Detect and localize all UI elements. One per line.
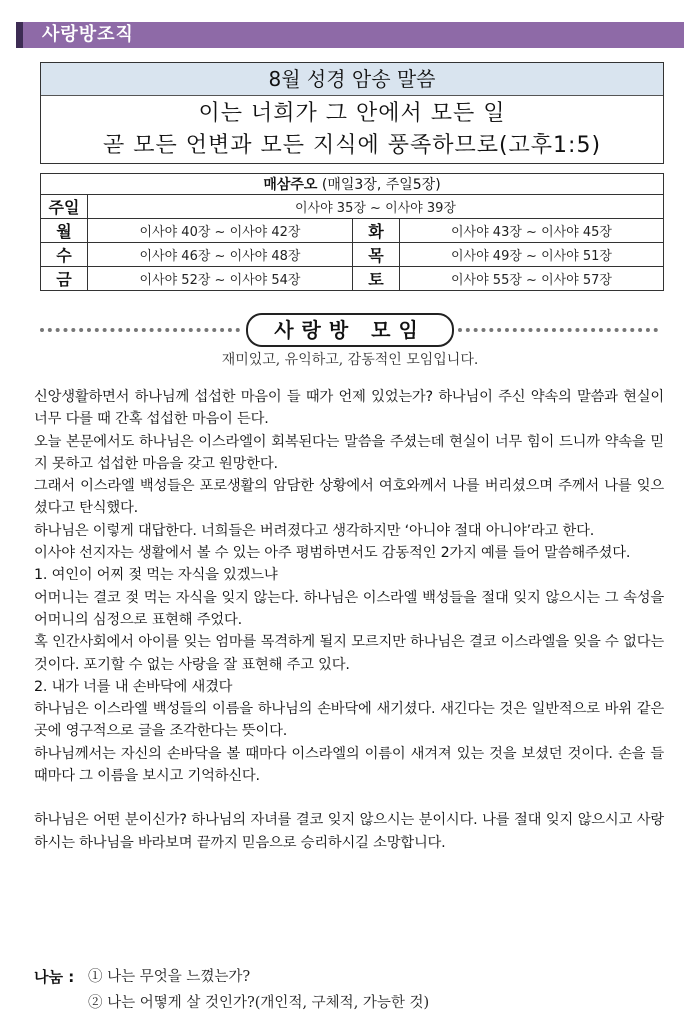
verse-line-1: 이는 너희가 그 안에서 모든 일 <box>198 101 506 126</box>
paragraph-gap <box>34 787 664 809</box>
body-paragraph: 하나님은 이스라엘 백성들의 이름을 하나님의 손바닥에 새기셨다. 새긴다는 것은 일반적으로 바위 같은 곳에 영구적으로 글을 조각한다는 뜻이다. <box>34 701 664 740</box>
reading-range: 이사야 52장 ~ 이사야 54장 <box>88 267 353 291</box>
reading-range: 이사야 49장 ~ 이사야 51장 <box>400 243 664 267</box>
share-row <box>34 964 674 990</box>
header-title: 사랑방조직 <box>42 24 134 45</box>
day-label: 월 <box>41 219 88 243</box>
share-question: ② 나는 어떻게 살 것인가?(개인적, 구체적, 가능한 것) <box>88 995 430 1011</box>
body-paragraph: 이사야 선지자는 생활에서 볼 수 있는 아주 평범하면서도 감동적인 2가지 예를 들어 말씀해주셨다. <box>34 545 631 562</box>
reading-range: 이사야 55장 ~ 이사야 57장 <box>400 267 664 291</box>
reading-row-sunday <box>41 195 664 219</box>
header-accent <box>16 22 23 48</box>
day-label: 금 <box>41 267 88 291</box>
day-label: 수 <box>41 243 88 267</box>
body-heading: 1. 여인이 어찌 젖 먹는 자식을 있겠느냐 <box>34 567 278 584</box>
reading-title: 매삼주오 (매일3장, 주일5장) <box>41 174 664 195</box>
share-row <box>34 990 674 1016</box>
day-label: 화 <box>353 219 400 243</box>
day-label: 토 <box>353 267 400 291</box>
reading-row <box>41 243 664 267</box>
body-paragraph: 그래서 이스라엘 백성들은 포로생활의 암담한 상황에서 여호와께서 나를 버리셨으며 주께서 나를 잊으셨다고 탄식했다. <box>34 478 664 517</box>
reading-header-row <box>41 174 664 195</box>
body-paragraph: 하나님께서는 자신의 손바닥을 볼 때마다 이스라엘의 이름이 새겨져 있는 것을 보셨던 것이다. 손을 들 때마다 그 이름을 보시고 기억하신다. <box>34 745 664 785</box>
reading-range: 이사야 46장 ~ 이사야 48장 <box>88 243 353 267</box>
body-paragraph: 하나님은 어떤 분이신가? 하나님의 자녀를 결코 잊지 않으시는 분이시다. 나를 절대 잊지 않으시고 사랑하시는 하나님을 바라보며 끝까지 믿음으로 승리하시길 소망합니다. <box>34 812 664 851</box>
section-divider-left <box>40 328 240 332</box>
verse-box <box>40 62 664 164</box>
reading-table <box>40 173 664 291</box>
reading-range: 이사야 43장 ~ 이사야 45장 <box>400 219 664 243</box>
reading-range: 이사야 35장 ~ 이사야 39장 <box>88 195 664 219</box>
reading-row <box>41 219 664 243</box>
share-label: 나눔 : <box>34 968 75 986</box>
section-title: 사랑방 모임 <box>246 313 454 347</box>
body-text <box>34 386 664 854</box>
day-label: 목 <box>353 243 400 267</box>
body-paragraph: 하나님은 이렇게 대답한다. 너희들은 버려졌다고 생각하지만 ‘아니야 절대 아니야’라고 한다. <box>34 522 595 539</box>
reading-range: 이사야 40장 ~ 이사야 42장 <box>88 219 353 243</box>
verse-line-2: 곧 모든 언변과 모든 지식에 풍족하므로(고후1:5) <box>102 133 602 158</box>
body-paragraph: 혹 인간사회에서 아이를 잊는 엄마를 목격하게 될지 모르지만 하나님은 결코 이스라엘을 잊을 수 없다는 것이다. 포기할 수 없는 사랑을 잘 표현해 주고 있다. <box>34 634 664 673</box>
body-heading: 2. 내가 너를 내 손바닥에 새겼다 <box>34 678 233 695</box>
body-paragraph: 어머니는 결코 젖 먹는 자식을 잊지 않는다. 하나님은 이스라엘 백성들을 절대 잊지 않으시는 그 속성을 어머니의 심정으로 표현해 주었다. <box>34 589 664 628</box>
section-divider-right <box>458 328 658 332</box>
reading-row <box>41 267 664 291</box>
body-paragraph: 신앙생활하면서 하나님께 섭섭한 마음이 들 때가 언제 있었는가? 하나님이 주신 약속의 말씀과 현실이 너무 다를 때 간혹 섭섭한 마음이 든다. <box>34 389 664 428</box>
verse-title: 8월 성경 암송 말씀 <box>41 63 663 96</box>
share-section <box>34 964 674 1016</box>
share-question: ① 나는 무엇을 느꼈는가? <box>88 969 251 985</box>
section-subtitle: 재미있고, 유익하고, 감동적인 모임입니다. <box>221 352 479 368</box>
day-label: 주일 <box>41 195 88 219</box>
body-paragraph: 오늘 본문에서도 하나님은 이스라엘이 회복된다는 말씀을 주셨는데 현실이 너무 힘이 드니까 약속을 믿지 못하고 섭섭한 마음을 갖고 원망한다. <box>34 433 664 472</box>
